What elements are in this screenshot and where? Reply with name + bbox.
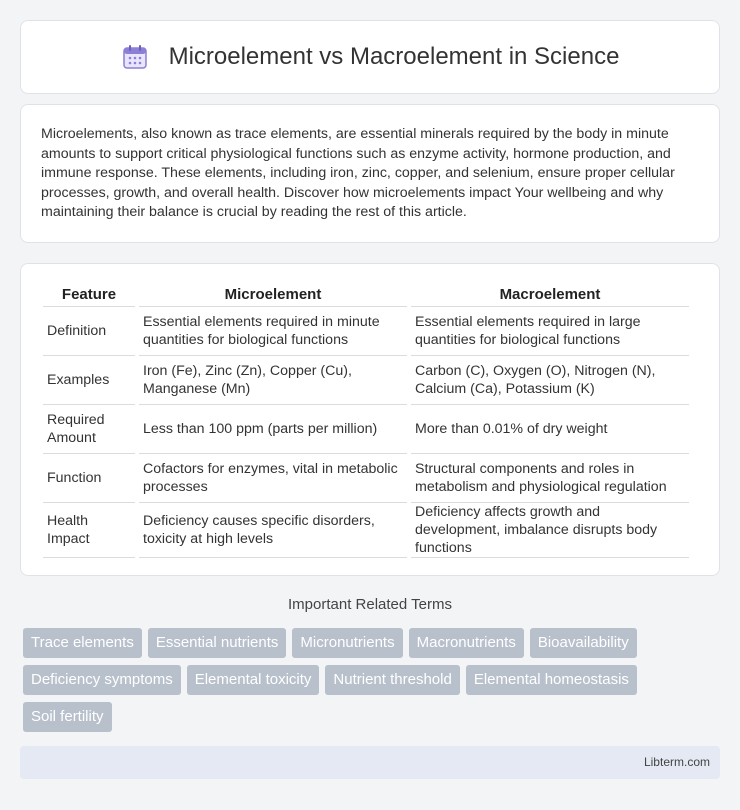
calendar-icon xyxy=(121,43,149,71)
related-term-tag[interactable]: Deficiency symptoms xyxy=(23,665,181,695)
row-microelement: Deficiency causes specific disorders, toxicity at high levels xyxy=(139,503,407,558)
row-feature: Health Impact xyxy=(43,503,135,558)
related-term-tag[interactable]: Elemental toxicity xyxy=(187,665,320,695)
row-macroelement: Structural components and roles in metabolism and physiological regulation xyxy=(411,454,689,503)
table-row xyxy=(43,307,689,356)
related-terms-list xyxy=(23,628,723,732)
related-term-tag[interactable]: Nutrient threshold xyxy=(325,665,459,695)
table-row xyxy=(43,356,689,405)
row-microelement: Less than 100 ppm (parts per million) xyxy=(139,405,407,454)
row-macroelement: Carbon (C), Oxygen (O), Nitrogen (N), Calcium (Ca), Potassium (K) xyxy=(411,356,689,405)
row-macroelement: Essential elements required in large quantities for biological functions xyxy=(411,307,689,356)
related-term-tag[interactable]: Trace elements xyxy=(23,628,142,658)
row-macroelement: More than 0.01% of dry weight xyxy=(411,405,689,454)
row-microelement: Cofactors for enzymes, vital in metabolic processes xyxy=(139,454,407,503)
related-term-tag[interactable]: Macronutrients xyxy=(409,628,524,658)
related-term-tag[interactable]: Bioavailability xyxy=(530,628,637,658)
table-row xyxy=(43,454,689,503)
row-microelement: Iron (Fe), Zinc (Zn), Copper (Cu), Manganese (Mn) xyxy=(139,356,407,405)
row-feature: Definition xyxy=(43,307,135,356)
header-feature: Feature xyxy=(43,285,135,307)
footer-site-link[interactable]: Libterm.com xyxy=(643,755,710,769)
row-feature: Examples xyxy=(43,356,135,405)
intro-card xyxy=(20,104,720,243)
related-term-tag[interactable]: Micronutrients xyxy=(292,628,402,658)
related-terms-title: Important Related Terms xyxy=(288,596,452,613)
header-card xyxy=(20,20,720,94)
comparison-table-card xyxy=(20,263,720,576)
header-macroelement: Macroelement xyxy=(411,285,689,307)
related-term-tag[interactable]: Elemental homeostasis xyxy=(466,665,637,695)
header-microelement: Microelement xyxy=(139,285,407,307)
row-macroelement: Deficiency affects growth and development, imbalance disrupts body functions xyxy=(411,503,689,558)
table-row xyxy=(43,503,689,558)
table-row xyxy=(43,405,689,454)
comparison-table xyxy=(39,285,693,558)
row-feature: Function xyxy=(43,454,135,503)
row-feature: Required Amount xyxy=(43,405,135,454)
row-microelement: Essential elements required in minute quantities for biological functions xyxy=(139,307,407,356)
page-title: Microelement vs Macroelement in Science xyxy=(168,43,620,70)
related-term-tag[interactable]: Essential nutrients xyxy=(148,628,287,658)
related-term-tag[interactable]: Soil fertility xyxy=(23,702,112,732)
table-header-row xyxy=(43,285,689,307)
footer xyxy=(20,746,720,779)
intro-text: Microelements, also known as trace elements, are essential minerals required by the body in minute amounts to support critical physiological functions such as enzyme activity, hormone production, and immune response. These elements, including iron, zinc, copper, and selenium, ensure proper cellular processes, growth, and overall health. Discover how microelements impact Your wellbeing and why maintaining their balance is crucial by reading the rest of this article. xyxy=(41,126,675,220)
